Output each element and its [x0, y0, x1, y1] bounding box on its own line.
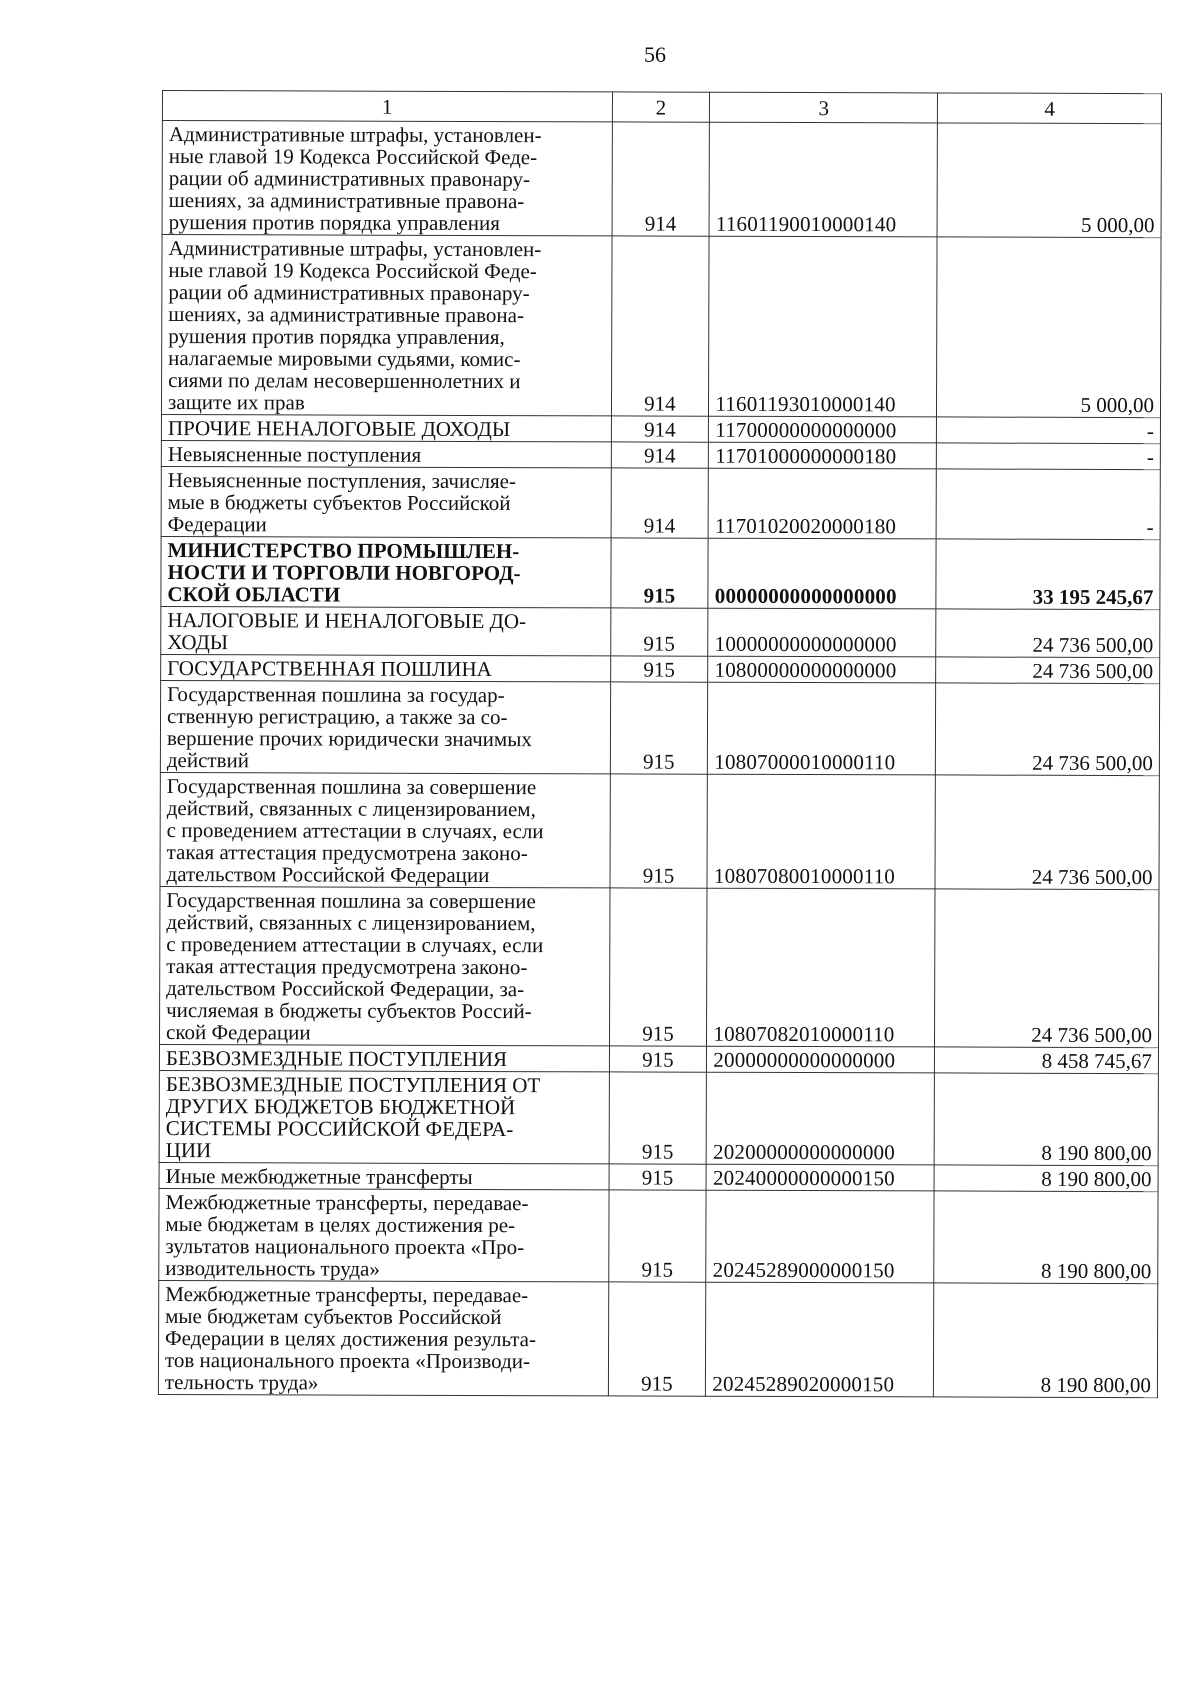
table-body: [158, 121, 1161, 1398]
column-number-2: 2: [612, 92, 710, 122]
row-amount-cell: -: [936, 469, 1160, 540]
table-row: [161, 654, 1160, 683]
row-kbk-code-cell: 10800000000000000: [708, 656, 936, 683]
row-admin-code-cell: 915: [610, 656, 708, 682]
row-admin-code-cell: 914: [611, 416, 709, 442]
row-kbk-code-cell: 10807080010000110: [707, 774, 935, 889]
row-admin-code-cell: 915: [609, 1046, 707, 1072]
row-admin-code-cell: 915: [608, 1190, 706, 1282]
row-admin-code-cell: 914: [612, 122, 710, 236]
row-kbk-code-cell: 10000000000000000: [708, 608, 936, 657]
table-row: [159, 1070, 1158, 1165]
row-kbk-code-cell: 20245289020000150: [706, 1282, 934, 1397]
table-row: [160, 886, 1159, 1047]
row-kbk-code-cell: 11701020020000180: [708, 468, 936, 539]
row-name-cell: Межбюджетные трансферты, передавае- мые бюджетам в целях достижения ре- зультатов национального проекта «Про- изводительность труда»: [159, 1188, 609, 1281]
row-amount-cell: 24 736 500,00: [936, 609, 1160, 658]
row-amount-cell: -: [937, 443, 1161, 470]
row-kbk-code-cell: 10807000010000110: [708, 682, 936, 775]
row-name-cell: Невыясненные поступления, зачисляе- мые в бюджеты субъектов Российской Федерации: [161, 466, 611, 537]
table-row: [162, 121, 1161, 238]
table-row: [161, 536, 1160, 609]
row-name-cell: Межбюджетные трансферты, передавае- мые бюджетам субъектов Российской Федерации в целях достижения результа- тов национального проекта «Производи- тельность труда»: [158, 1280, 608, 1395]
row-kbk-code-cell: 11601190010000140: [709, 122, 937, 237]
row-amount-cell: 24 736 500,00: [936, 657, 1160, 684]
table-row: [159, 1188, 1158, 1283]
row-kbk-code-cell: 20200000000000000: [707, 1072, 935, 1165]
row-name-cell: МИНИСТЕРСТВО ПРОМЫШЛЕН- НОСТИ И ТОРГОВЛИ НОВГОРОД- СКОЙ ОБЛАСТИ: [161, 536, 611, 607]
table-row: [159, 1044, 1158, 1073]
row-amount-cell: 5 000,00: [937, 237, 1161, 418]
row-amount-cell: 8 458 745,67: [935, 1047, 1159, 1074]
row-name-cell: БЕЗВОЗМЕЗДНЫЕ ПОСТУПЛЕНИЯ ОТ ДРУГИХ БЮДЖЕТОВ БЮДЖЕТНОЙ СИСТЕМЫ РОССИЙСКОЙ ФЕДЕРА- ЦИИ: [159, 1070, 609, 1163]
row-amount-cell: 8 190 800,00: [934, 1191, 1158, 1284]
row-amount-cell: 33 195 245,67: [936, 539, 1160, 610]
row-kbk-code-cell: 10807082010000110: [707, 888, 935, 1047]
row-amount-cell: 24 736 500,00: [935, 889, 1159, 1048]
row-admin-code-cell: 915: [610, 538, 708, 608]
row-kbk-code-cell: 20240000000000150: [706, 1164, 934, 1191]
budget-revenue-table: [158, 90, 1162, 1398]
row-admin-code-cell: 914: [611, 442, 709, 468]
row-name-cell: Административные штрафы, установлен- ные главой 19 Кодекса Российской Феде- рации об административных правонару- шениях, за административные правона- рушения против порядка управления: [162, 121, 612, 236]
row-name-cell: ГОСУДАРСТВЕННАЯ ПОШЛИНА: [161, 654, 611, 681]
row-name-cell: Государственная пошлина за совершение действий, связанных с лицензированием, с проведением аттестации в случаях, если такая аттестация предусмотрена законо- дательством Российской Федерации, за- числяемая в бюджеты субъектов Россий- ской Федерации: [160, 886, 610, 1045]
column-number-3: 3: [710, 92, 938, 123]
row-amount-cell: 24 736 500,00: [936, 683, 1160, 776]
column-number-1: 1: [162, 91, 612, 122]
table-row: [161, 235, 1161, 418]
row-amount-cell: 8 190 800,00: [934, 1165, 1158, 1192]
table-row: [159, 1162, 1158, 1191]
row-kbk-code-cell: 11700000000000000: [709, 416, 937, 443]
row-admin-code-cell: 915: [610, 608, 708, 656]
row-name-cell: НАЛОГОВЫЕ И НЕНАЛОГОВЫЕ ДО- ХОДЫ: [161, 606, 611, 655]
row-amount-cell: 24 736 500,00: [935, 775, 1159, 890]
row-name-cell: Государственная пошлина за государ- ственную регистрацию, а также за со- вершение прочих юридически значимых действий: [160, 680, 610, 773]
row-kbk-code-cell: 20245289000000150: [706, 1190, 934, 1283]
column-number-4: 4: [938, 93, 1162, 124]
page-number: 56: [644, 42, 666, 67]
table-row: [158, 1280, 1157, 1397]
row-amount-cell: -: [937, 417, 1161, 444]
row-name-cell: Административные штрафы, установлен- ные главой 19 Кодекса Российской Феде- рации об административных правонару- шениях, за административные правона- рушения против порядка управления, налагаемые мировыми судьями, комис- сиями по делам несовершеннолетних и защите их прав: [161, 235, 611, 416]
row-admin-code-cell: 914: [611, 468, 709, 538]
row-kbk-code-cell: 00000000000000000: [708, 538, 936, 609]
row-admin-code-cell: 915: [609, 774, 707, 888]
row-kbk-code-cell: 11601193010000140: [709, 236, 937, 417]
table-row: [161, 414, 1160, 443]
table-row: [161, 440, 1160, 469]
table-row: [160, 772, 1159, 889]
row-admin-code-cell: 915: [609, 1072, 707, 1164]
row-name-cell: БЕЗВОЗМЕЗДНЫЕ ПОСТУПЛЕНИЯ: [159, 1044, 609, 1071]
column-number-header: [162, 91, 1161, 124]
row-amount-cell: 8 190 800,00: [934, 1283, 1158, 1398]
table-row: [160, 680, 1159, 775]
row-name-cell: ПРОЧИЕ НЕНАЛОГОВЫЕ ДОХОДЫ: [161, 414, 611, 441]
row-kbk-code-cell: 20000000000000000: [707, 1046, 935, 1073]
row-admin-code-cell: 914: [611, 236, 709, 416]
table-row: [161, 606, 1160, 657]
row-admin-code-cell: 915: [609, 888, 707, 1046]
row-amount-cell: 8 190 800,00: [934, 1073, 1158, 1166]
row-name-cell: Иные межбюджетные трансферты: [159, 1162, 609, 1189]
row-amount-cell: 5 000,00: [937, 123, 1161, 238]
row-admin-code-cell: 915: [609, 1164, 707, 1190]
row-admin-code-cell: 915: [608, 1282, 706, 1396]
row-name-cell: Государственная пошлина за совершение действий, связанных с лицензированием, с проведением аттестации в случаях, если такая аттестация предусмотрена законо- дательством Российской Федерации: [160, 772, 610, 887]
row-kbk-code-cell: 11701000000000180: [709, 442, 937, 469]
row-name-cell: Невыясненные поступления: [161, 440, 611, 467]
row-admin-code-cell: 915: [610, 682, 708, 774]
table-row: [161, 466, 1160, 539]
